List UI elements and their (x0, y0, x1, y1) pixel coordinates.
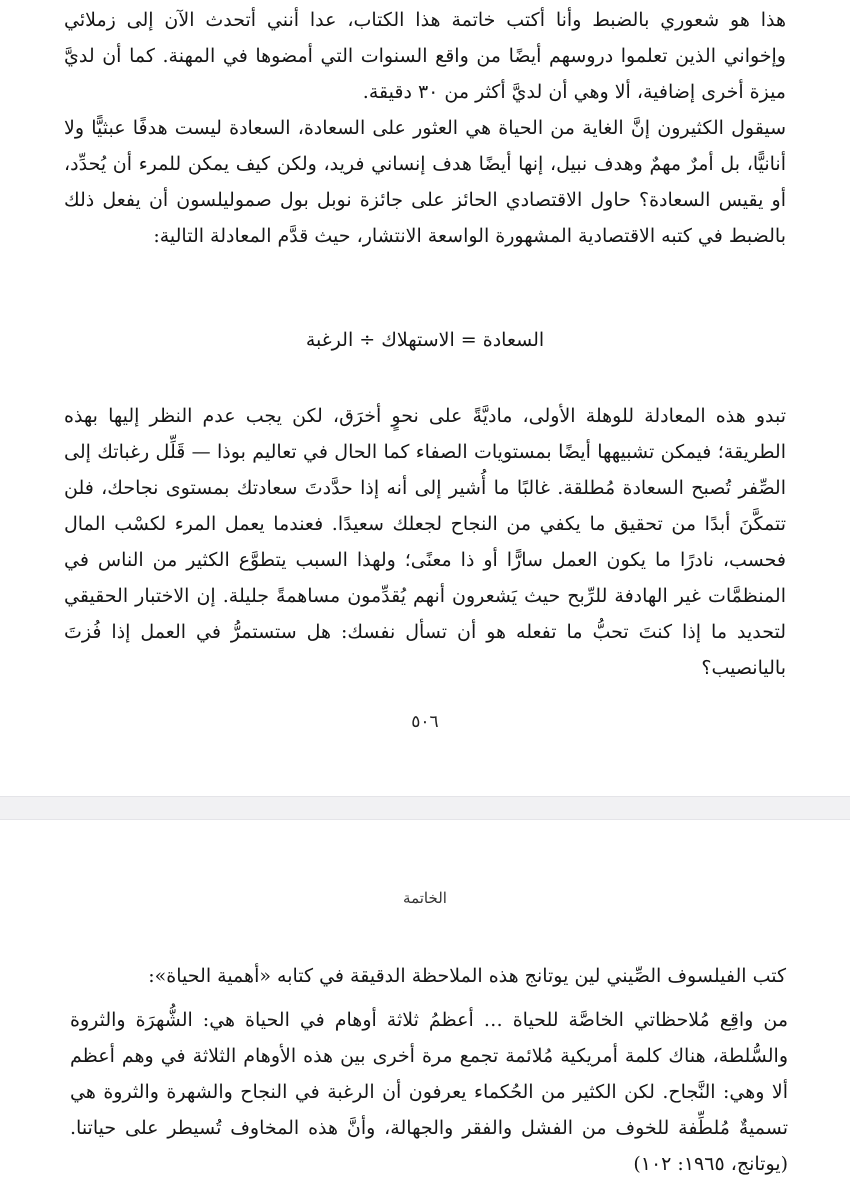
paragraph-3-text: تبدو هذه المعادلة للوهلة الأولى، ماديَّةً على نحوٍ أخرَق، لكن يجب عدم النظر إليها بهذه الطريقة؛ فيمكن تشبيهها أيضًا بمستويات الصفاء كما الحال في تعاليم بوذا — قَلِّل رغباتك إلى الصِّفر تُصبح السعادة مُطلقة. غالبًا ما أُشير إلى أنه إذا حدَّدتَ سعادتك بمستوى نجاحك، فلن تتمكَّنَ أبدًا من تحقيق ما يكفي من النجاح لجعلك سعيدًا. فعندما يعمل المرء لكسْب المال فحسب، نادرًا ما يكون العمل سارًّا أو ذا معنًى؛ ولهذا السبب يتطوَّع الكثير من الناس في المنظمَّات غير الهادفة للرِّبح حيث يَشعرون أنهم يُقدِّمون مساهمةً جليلة. إن الاختبار الحقيقي لتحديد ما إذا كنتَ تحبُّ ما تفعله هو أن تسأل نفسك: هل ستستمرُّ في العمل إذا فُزتَ باليانصيب؟ (64, 405, 786, 679)
paragraph-1 (64, 2, 786, 110)
paragraph-1-text: هذا هو شعوري بالضبط وأنا أكتب خاتمة هذا الكتاب، عدا أنني أتحدث الآن إلى زملائي وإخواني الذين تعلموا دروسهم أيضًا من واقع السنوات التي أمضوها في المهنة. كما أن لديَّ ميزة أخرى إضافية، ألا وهي أن لديَّ أكثر من ٣٠ دقيقة. (64, 9, 786, 103)
intro-paragraph-text: كتب الفيلسوف الصِّيني لين يوتانج هذه الملاحظة الدقيقة في كتابه «أهمية الحياة»: (148, 965, 786, 987)
paragraph-3 (64, 398, 786, 686)
running-head: الخاتمة (403, 889, 447, 907)
page-separator (0, 796, 850, 820)
intro-paragraph (64, 958, 786, 994)
block-quote-text: من واقِع مُلاحظاتي الخاصَّة للحياة … أعظمُ ثلاثة أوهام في الحياة هي: الشُّهرَة والثروة والسُّلطة، هناك كلمة أمريكية مُلائمة تجمع مرة أخرى بين هذه الأوهام الثلاثة في وهم أعظم ألا وهي: النَّجاح. لكن الكثير من الحُكماء يعرفون أن الرغبة في النجاح والشهرة والثروة هي تسميةٌ مُلطِّفة للخوف من الفشل والفقر والجهالة، وأنَّ هذه المخاوف تُسيطر على حياتنا. (يوتانج، ١٩٦٥: ١٠٢) (70, 1009, 788, 1175)
bottom-page (0, 820, 850, 1200)
paragraph-2 (64, 110, 786, 254)
happiness-equation: السعادة = الاستهلاك ÷ الرغبة (305, 329, 545, 351)
page-number: ٥٠٦ (411, 712, 439, 732)
block-quote (70, 1002, 788, 1182)
paragraph-2-text: سيقول الكثيرون إنَّ الغاية من الحياة هي العثور على السعادة، السعادة ليست هدفًا عبثيًّا ولا أنانيًّا، بل أمرٌ مهمٌ وهدف نبيل، إنها أيضًا هدف إنساني فريد، ولكن كيف يمكن للمرء أن يُحدِّد، أو يقيس السعادة؟ حاول الاقتصادي الحائز على جائزة نوبل بول صموليلسون أن يفعل ذلك بالضبط في كتبه الاقتصادية المشهورة الواسعة الانتشار، حيث قدَّم المعادلة التالية: (64, 117, 786, 247)
